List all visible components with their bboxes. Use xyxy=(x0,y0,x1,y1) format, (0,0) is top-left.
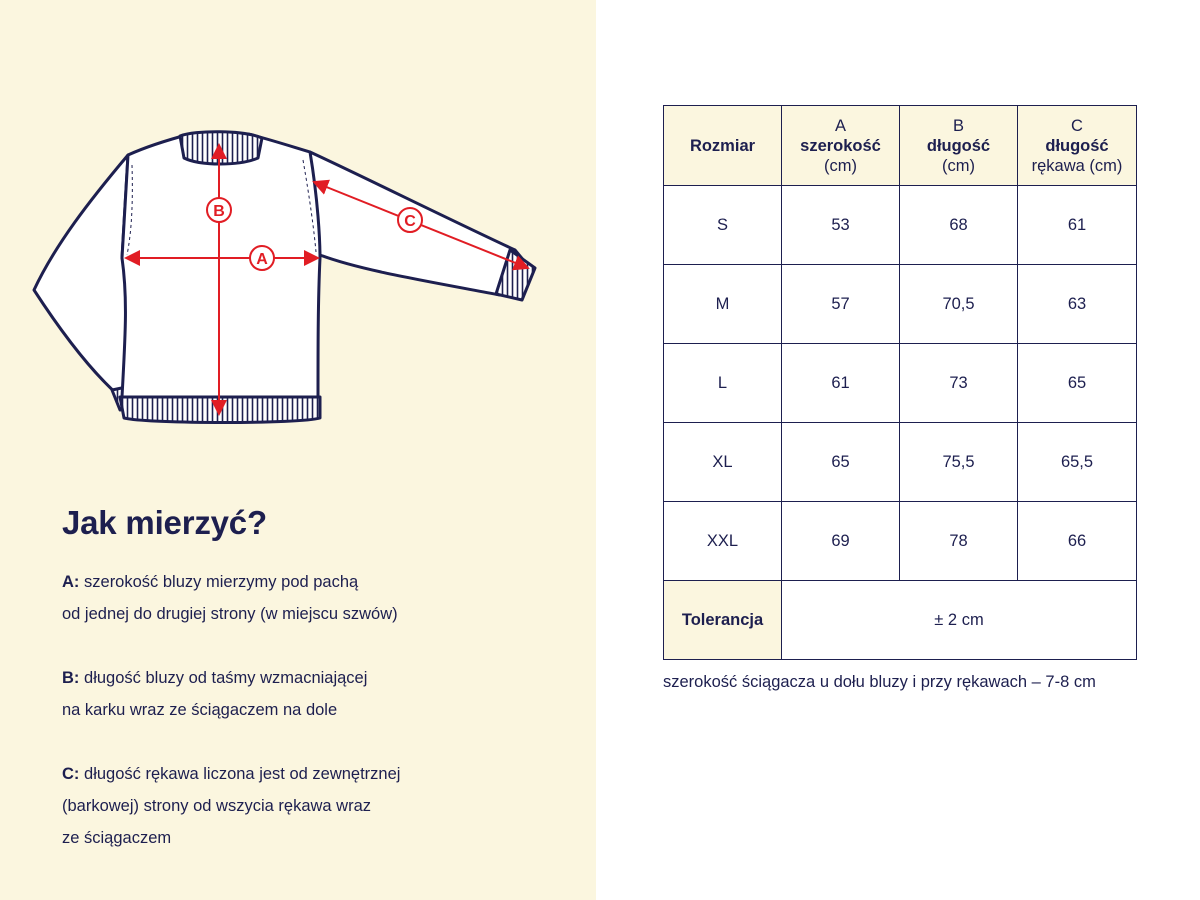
cell-c: 65 xyxy=(1018,344,1137,423)
guide-item-c xyxy=(62,758,400,854)
guide-item-c-text-2: (barkowej) strony od wszycia rękawa wraz xyxy=(62,797,372,815)
collar xyxy=(180,132,262,164)
tolerance-row xyxy=(664,581,1137,660)
svg-text:A: A xyxy=(256,251,268,268)
guide-item-b-text-2: na karku wraz ze ściągaczem na dole xyxy=(62,701,338,719)
marker-a xyxy=(250,246,274,270)
table-row xyxy=(664,186,1137,265)
cell-b: 68 xyxy=(900,186,1018,265)
header-b-label: długość xyxy=(926,136,991,155)
guide-item-c-line-1 xyxy=(62,758,400,790)
cell-b: 73 xyxy=(900,344,1018,423)
cuff-width-note: szerokość ściągacza u dołu bluzy i przy rękawach – 7-8 cm xyxy=(663,673,1096,691)
header-c-letter: C xyxy=(1071,116,1083,135)
header-a-unit: (cm) xyxy=(824,156,857,175)
size-chart-table xyxy=(663,105,1137,660)
guide-item-c-text-1: długość rękawa liczona jest od zewnętrznej xyxy=(84,765,401,783)
cell-a: 57 xyxy=(782,265,900,344)
marker-c xyxy=(398,208,422,232)
header-b xyxy=(900,106,1018,186)
cell-b: 70,5 xyxy=(900,265,1018,344)
svg-text:C: C xyxy=(404,213,416,230)
cell-b: 78 xyxy=(900,502,1018,581)
svg-text:B: B xyxy=(213,203,225,220)
sweater-measurement-diagram xyxy=(0,0,596,470)
cell-c: 66 xyxy=(1018,502,1137,581)
table-row xyxy=(664,265,1137,344)
instructions-panel xyxy=(0,0,596,900)
guide-item-b xyxy=(62,662,367,726)
header-c xyxy=(1018,106,1137,186)
cell-a: 61 xyxy=(782,344,900,423)
guide-title: Jak mierzyć? xyxy=(62,504,267,541)
header-c-unit: rękawa (cm) xyxy=(1031,156,1123,175)
table-header-row xyxy=(664,106,1137,186)
cell-a: 65 xyxy=(782,423,900,502)
cell-c: 61 xyxy=(1018,186,1137,265)
cell-c: 65,5 xyxy=(1018,423,1137,502)
guide-item-c-key: C: xyxy=(62,765,80,783)
guide-item-b-text-1: długość bluzy od taśmy wzmacniającej xyxy=(84,669,368,687)
cell-size: XXL xyxy=(664,502,782,581)
guide-item-a-text-2: od jednej do drugiej strony (w miejscu szwów) xyxy=(62,605,398,623)
cell-size: XL xyxy=(664,423,782,502)
cell-size: M xyxy=(664,265,782,344)
header-b-letter: B xyxy=(952,116,964,135)
cell-c: 63 xyxy=(1018,265,1137,344)
header-size xyxy=(664,106,782,186)
header-a xyxy=(782,106,900,186)
guide-item-a-key: A: xyxy=(62,573,80,591)
header-b-unit: (cm) xyxy=(942,156,975,175)
header-a-label: szerokość xyxy=(800,136,881,155)
guide-item-a-text-1: szerokość bluzy mierzymy pod pachą xyxy=(84,573,359,591)
tolerance-label: Tolerancja xyxy=(664,581,782,660)
marker-b xyxy=(207,198,231,222)
guide-item-c-text-3: ze ściągaczem xyxy=(62,829,172,847)
guide-item-b-line-1 xyxy=(62,662,367,694)
guide-item-b-key: B: xyxy=(62,669,80,687)
sweater-body xyxy=(122,134,320,397)
cell-size: S xyxy=(664,186,782,265)
header-c-label: długość xyxy=(1045,136,1109,155)
cell-b: 75,5 xyxy=(900,423,1018,502)
header-size-label: Rozmiar xyxy=(689,136,756,155)
cell-a: 69 xyxy=(782,502,900,581)
tolerance-value: ± 2 cm xyxy=(782,581,1137,660)
table-row xyxy=(664,344,1137,423)
table-row xyxy=(664,502,1137,581)
cell-size: L xyxy=(664,344,782,423)
guide-item-a-line-1 xyxy=(62,566,398,598)
header-a-letter: A xyxy=(834,116,846,135)
guide-item-a xyxy=(62,566,398,630)
table-row xyxy=(664,423,1137,502)
cell-a: 53 xyxy=(782,186,900,265)
